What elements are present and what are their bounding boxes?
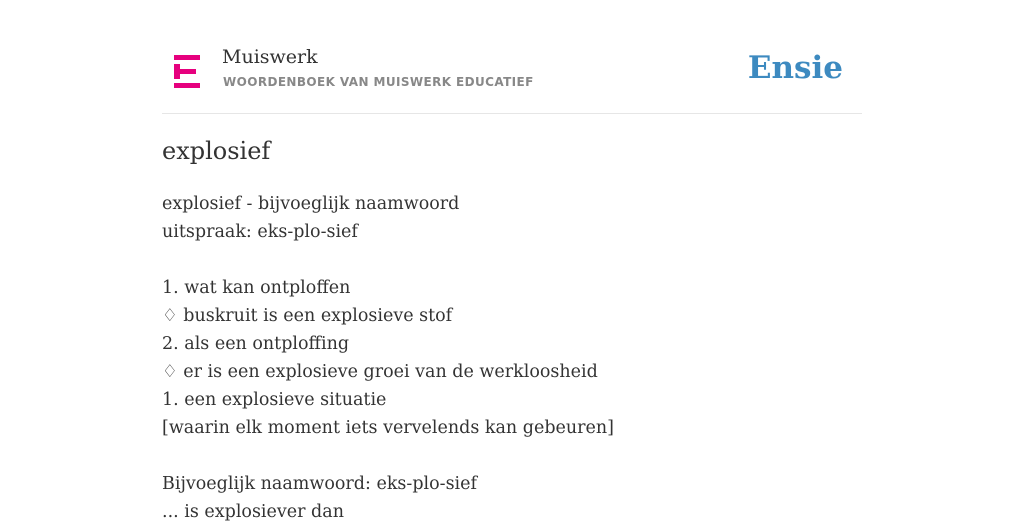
muiswerk-logo-icon[interactable] — [174, 55, 200, 88]
site-name[interactable]: Muiswerk — [222, 46, 318, 68]
ensie-brand-logo[interactable]: Ensie — [747, 50, 843, 86]
definition-line: [waarin elk moment iets vervelends kan gebeuren] — [162, 418, 614, 438]
definition-line: ♢ er is een explosieve groei van de werkloosheid — [162, 362, 598, 382]
page-container — [162, 0, 862, 522]
definition-line: ♢ buskruit is een explosieve stof — [162, 306, 453, 326]
definition-line: ... is explosiever dan — [162, 502, 344, 522]
definition-line: Bijvoeglijk naamwoord: eks-plo-sief — [162, 474, 477, 494]
site-header — [162, 0, 862, 114]
definition-line: 1. een explosieve situatie — [162, 390, 387, 410]
definition-line: explosief - bijvoeglijk naamwoord — [162, 194, 460, 214]
site-subtitle: WOORDENBOEK VAN MUISWERK EDUCATIEF — [223, 75, 534, 89]
definition-line: uitspraak: eks-plo-sief — [162, 222, 358, 242]
definition-line: 1. wat kan ontploffen — [162, 278, 351, 298]
entry-title: explosief — [162, 137, 271, 165]
blank-line — [162, 246, 862, 274]
definition-body — [162, 190, 862, 526]
blank-line — [162, 442, 862, 470]
definition-line: 2. als een ontploffing — [162, 334, 350, 354]
